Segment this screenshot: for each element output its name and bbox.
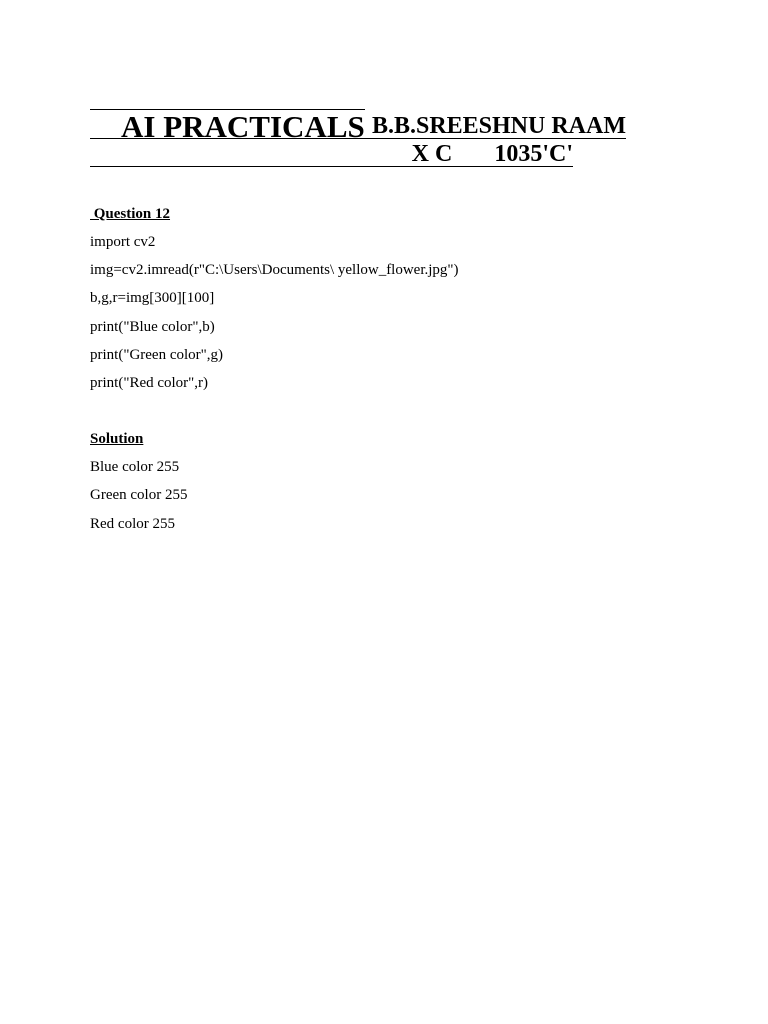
- class-info: [412, 142, 573, 166]
- roll-number: 1035'C': [494, 141, 573, 167]
- code-line: b,g,r=img[300][100]: [90, 290, 215, 307]
- code-line: img=cv2.imread(r"C:\Users\Documents\ yellow_flower.jpg"): [90, 262, 459, 279]
- section-spacer: [90, 402, 730, 430]
- code-block: [90, 233, 730, 392]
- result-line: Blue color 255: [90, 459, 180, 476]
- author-row: [90, 114, 626, 139]
- solution-block: [90, 458, 730, 532]
- solution-label: Solution: [90, 431, 144, 448]
- title-underline: [90, 109, 365, 110]
- result-line: Green color 255: [90, 487, 188, 504]
- title-text: AI PRACTICALS: [121, 109, 365, 144]
- code-line: print("Red color",r): [90, 374, 209, 391]
- code-line: print("Green color",g): [90, 346, 224, 363]
- document-body: [90, 205, 730, 543]
- author-name: B.B.SREESHNU RAAM: [371, 113, 626, 139]
- class-section: X C: [411, 141, 453, 167]
- question-label: Question 12: [90, 206, 171, 222]
- code-line: print("Blue color",b): [90, 318, 215, 335]
- result-line: Red color 255: [90, 515, 175, 532]
- class-row: [90, 142, 573, 167]
- code-line: import cv2: [90, 234, 156, 250]
